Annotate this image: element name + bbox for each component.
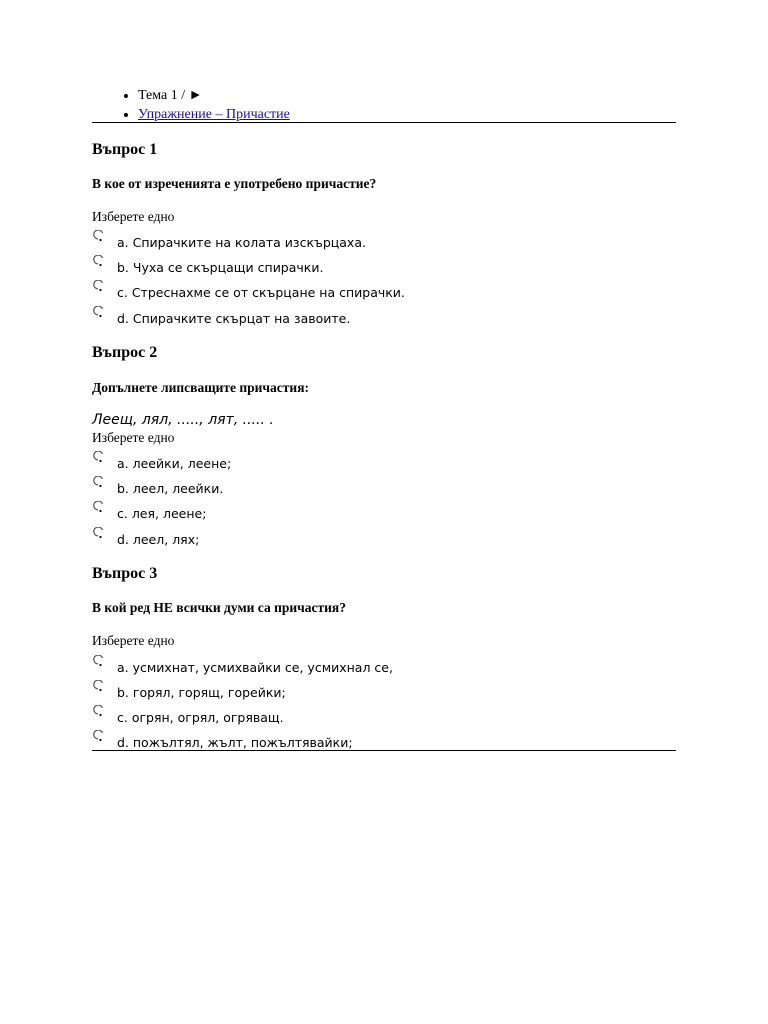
option-label: a. усмихнат, усмихвайки се, усмихнал се, <box>117 660 393 675</box>
question-2-title: Въпрос 2 <box>92 344 158 361</box>
option-label: c. Стреснахме се от скърцане на спирачки. <box>117 285 405 300</box>
question-3-title: Въпрос 3 <box>92 565 158 582</box>
question-3-option-b[interactable] <box>92 685 676 707</box>
option-label: a. Спирачките на колата изскърцаха. <box>117 235 366 250</box>
question-2-prompt: Изберете едно <box>92 430 175 445</box>
radio-icon[interactable] <box>92 255 104 269</box>
question-3-option-a[interactable] <box>92 660 676 682</box>
option-label: c. огрян, огрял, огряващ. <box>117 710 284 725</box>
radio-icon[interactable] <box>92 280 104 294</box>
question-2-option-b[interactable] <box>92 481 676 503</box>
radio-icon[interactable] <box>92 306 104 320</box>
top-divider <box>92 122 676 123</box>
radio-icon[interactable] <box>92 501 104 515</box>
question-1-option-d[interactable] <box>92 311 676 333</box>
option-label: b. Чуха се скърцащи спирачки. <box>117 260 324 275</box>
option-label: d. леел, лях; <box>117 532 200 547</box>
radio-icon[interactable] <box>92 730 104 744</box>
option-label: c. лея, леене; <box>117 506 207 521</box>
question-1-title: Въпрос 1 <box>92 141 158 158</box>
question-3-text: В кой ред НЕ всички думи са причастия? <box>92 600 346 615</box>
exercise-link[interactable]: Упражнение – Причастие <box>138 107 290 122</box>
question-1-prompt: Изберете едно <box>92 209 175 224</box>
question-1-option-a[interactable] <box>92 235 676 257</box>
radio-icon[interactable] <box>92 451 104 465</box>
option-label: d. Спирачките скърцат на завоите. <box>117 311 351 326</box>
question-2-option-c[interactable] <box>92 506 676 528</box>
bottom-divider <box>92 750 676 751</box>
radio-icon[interactable] <box>92 655 104 669</box>
question-1-option-b[interactable] <box>92 260 676 282</box>
radio-icon[interactable] <box>92 527 104 541</box>
breadcrumb <box>92 86 676 124</box>
option-label: a. леейки, леене; <box>117 456 232 471</box>
question-1-option-c[interactable] <box>92 285 676 307</box>
question-3-prompt: Изберете едно <box>92 633 175 648</box>
radio-icon[interactable] <box>92 230 104 244</box>
question-2-text: Допълнете липсващите причастия: <box>92 380 309 395</box>
question-3-option-c[interactable] <box>92 710 676 732</box>
radio-icon[interactable] <box>92 476 104 490</box>
question-2-cue: Леещ, лял, ....., лят, ..... . <box>92 412 274 428</box>
question-1-text: В кое от изреченията е употребено причастие? <box>92 176 377 191</box>
option-label: b. леел, леейки. <box>117 481 224 496</box>
question-2-option-d[interactable] <box>92 532 676 554</box>
breadcrumb-topic: • Тема 1 / ► <box>138 86 676 105</box>
radio-icon[interactable] <box>92 680 104 694</box>
option-label: b. горял, горящ, горейки; <box>117 685 286 700</box>
radio-icon[interactable] <box>92 705 104 719</box>
question-2-option-a[interactable] <box>92 456 676 478</box>
option-label: d. пожълтял, жълт, пожълтявайки; <box>117 735 353 750</box>
question-3-option-d[interactable] <box>92 735 676 757</box>
